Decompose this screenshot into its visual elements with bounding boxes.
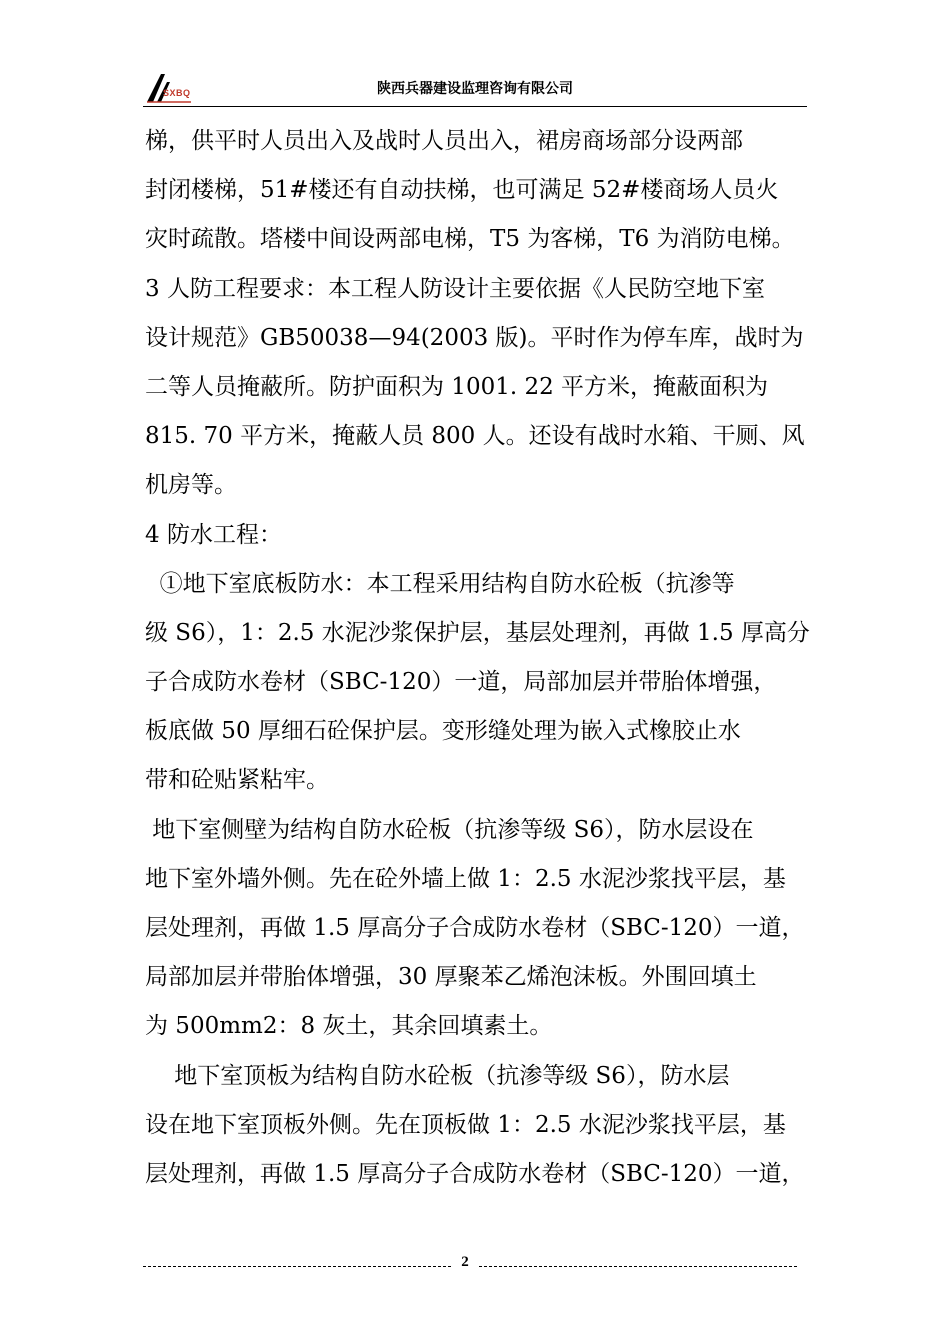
document-body [145, 122, 810, 1204]
text-line: 地下室侧壁为结构自防水砼板（抗渗等级 S6），防水层设在 [145, 816, 754, 843]
logo-text: SXBQ [163, 88, 191, 98]
text-line: 为 500mm2：8 灰土，其余回填素土。 [145, 1013, 553, 1040]
footer-dash-left [143, 1266, 451, 1267]
page-number: 2 [461, 1254, 469, 1270]
text-line: 板底做 50 厚细石砼保护层。变形缝处理为嵌入式橡胶止水 [145, 718, 741, 745]
text-line: 级 S6），1：2.5 水泥沙浆保护层，基层处理剂，再做 1.5 厚高分 [145, 619, 810, 646]
text-line: 子合成防水卷材（SBC-120）一道，局部加层并带胎体增强， [145, 669, 777, 696]
page-header [143, 72, 807, 108]
text-line: 815. 70 平方米，掩蔽人员 800 人。还设有战时水箱、干厕、风 [145, 423, 805, 450]
section-heading: 4 防水工程： [145, 521, 282, 548]
text-line: 地下室顶板为结构自防水砼板（抗渗等级 S6），防水层 [145, 1062, 730, 1089]
text-line: 封闭楼梯，51#楼还有自动扶梯，也可满足 52#楼商场人员火 [145, 177, 779, 204]
header-divider [143, 106, 807, 107]
text-line: 机房等。 [145, 472, 237, 499]
text-line: 层处理剂，再做 1.5 厚高分子合成防水卷材（SBC-120）一道， [145, 1160, 805, 1187]
text-line: 地下室外墙外侧。先在砼外墙上做 1：2.5 水泥沙浆找平层，基 [145, 865, 786, 892]
text-line: 带和砼贴紧粘牢。 [145, 767, 329, 794]
text-line: 灾时疏散。塔楼中间设两部电梯，T5 为客梯，T6 为消防电梯。 [145, 226, 795, 253]
text-line: 3 人防工程要求：本工程人防设计主要依据《人民防空地下室 [145, 275, 765, 302]
text-line: ①地下室底板防水：本工程采用结构自防水砼板（抗渗等 [145, 570, 735, 597]
company-name: 陕西兵器建设监理咨询有限公司 [377, 81, 573, 97]
text-line: 设计规范》GB50038—94(2003 版)。平时作为停车库，战时为 [145, 324, 804, 351]
text-line: 层处理剂，再做 1.5 厚高分子合成防水卷材（SBC-120）一道， [145, 915, 805, 941]
text-line: 梯，供平时人员出入及战时人员出入，裙房商场部分设两部 [145, 128, 743, 154]
text-line: 局部加层并带胎体增强，30 厚聚苯乙烯泡沫板。外围回填土 [145, 964, 757, 991]
page-footer [143, 1254, 807, 1278]
footer-dash-right [479, 1266, 797, 1267]
text-line: 设在地下室顶板外侧。先在顶板做 1：2.5 水泥沙浆找平层，基 [145, 1111, 786, 1138]
text-line: 二等人员掩蔽所。防护面积为 1001. 22 平方米，掩蔽面积为 [145, 373, 769, 400]
